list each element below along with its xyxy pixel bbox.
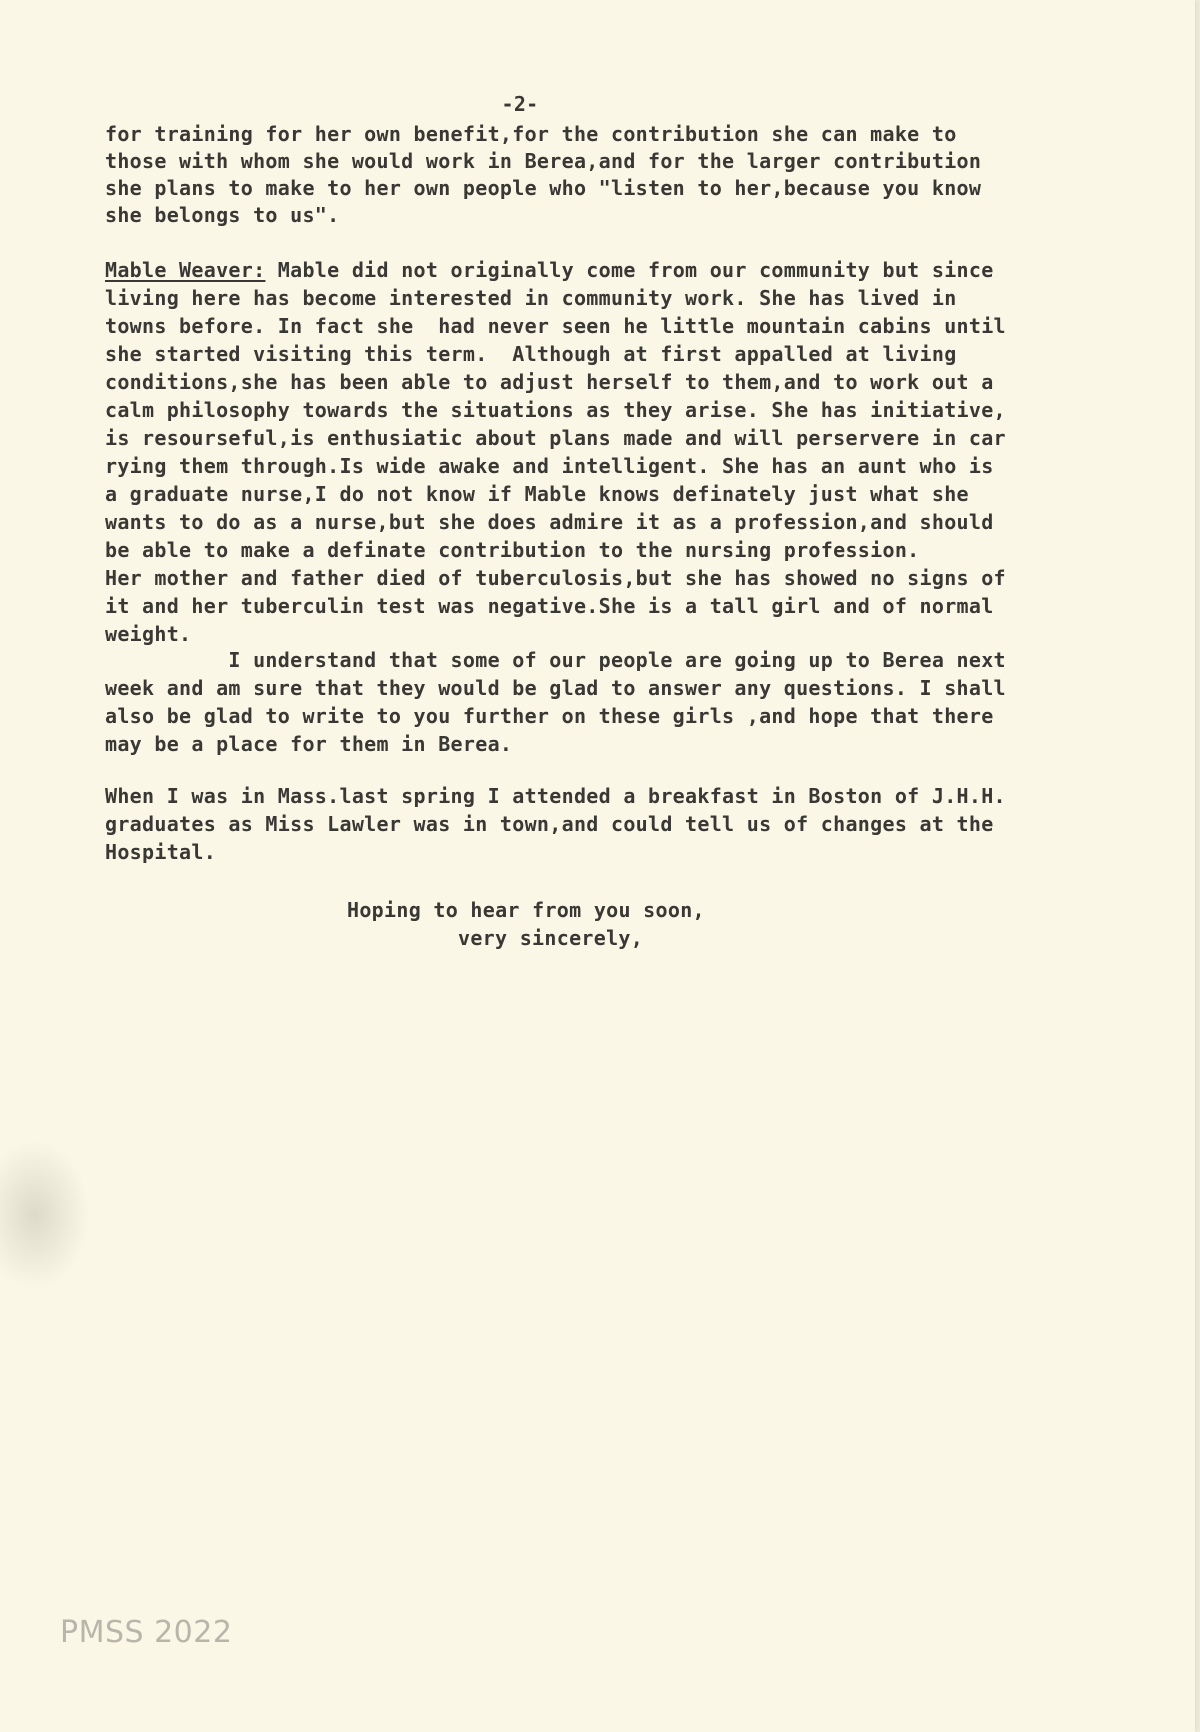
text-line: is resourseful,is enthusiatic about plans made and will perservere in car bbox=[105, 426, 1006, 450]
text-line: wants to do as a nurse,but she does admire it as a profession,and should bbox=[105, 510, 994, 534]
text-line: Her mother and father died of tuberculosis,but she has showed no signs of bbox=[105, 566, 1006, 590]
closing-line: very sincerely, bbox=[458, 926, 644, 950]
text-line: Hospital. bbox=[105, 840, 217, 864]
text-line: she belongs to us". bbox=[105, 203, 340, 227]
page-number: -2- bbox=[501, 92, 539, 116]
text-line: she plans to make to her own people who "listen to her,because you know bbox=[105, 176, 982, 200]
text-line: calm philosophy towards the situations as they arise. She has initiative, bbox=[105, 398, 1006, 422]
text-line: may be a place for them in Berea. bbox=[105, 732, 513, 756]
text-line bbox=[105, 256, 994, 284]
text-line: When I was in Mass.last spring I attended a breakfast in Boston of J.H.H. bbox=[105, 784, 1006, 808]
text-line: she started visiting this term. Although at first appalled at living bbox=[105, 342, 957, 366]
closing-line: Hoping to hear from you soon, bbox=[347, 898, 705, 922]
text-line: for training for her own benefit,for the contribution she can make to bbox=[105, 122, 957, 146]
text-line: graduates as Miss Lawler was in town,and could tell us of changes at the bbox=[105, 812, 994, 836]
text-line: I understand that some of our people are going up to Berea next bbox=[105, 648, 1006, 672]
text-span: Mable did not originally come from our community but since bbox=[265, 258, 994, 282]
text-line: living here has become interested in community work. She has lived in bbox=[105, 286, 957, 310]
text-line: weight. bbox=[105, 622, 192, 646]
paper-smudge bbox=[0, 1140, 90, 1290]
text-line: be able to make a definate contribution to the nursing profession. bbox=[105, 538, 920, 562]
text-line: conditions,she has been able to adjust herself to them,and to work out a bbox=[105, 370, 994, 394]
text-line: rying them through.Is wide awake and intelligent. She has an aunt who is bbox=[105, 454, 994, 478]
archive-watermark: PMSS 2022 bbox=[60, 1615, 233, 1650]
name-heading: Mable Weaver: bbox=[105, 258, 266, 282]
text-line: it and her tuberculin test was negative.She is a tall girl and of normal bbox=[105, 594, 994, 618]
text-line: also be glad to write to you further on these girls ,and hope that there bbox=[105, 704, 994, 728]
text-line: week and am sure that they would be glad to answer any questions. I shall bbox=[105, 676, 1006, 700]
text-line: a graduate nurse,I do not know if Mable knows definately just what she bbox=[105, 482, 969, 506]
text-line: those with whom she would work in Berea,and for the larger contribution bbox=[105, 149, 982, 173]
text-line: towns before. In fact she had never seen he little mountain cabins until bbox=[105, 314, 1006, 338]
